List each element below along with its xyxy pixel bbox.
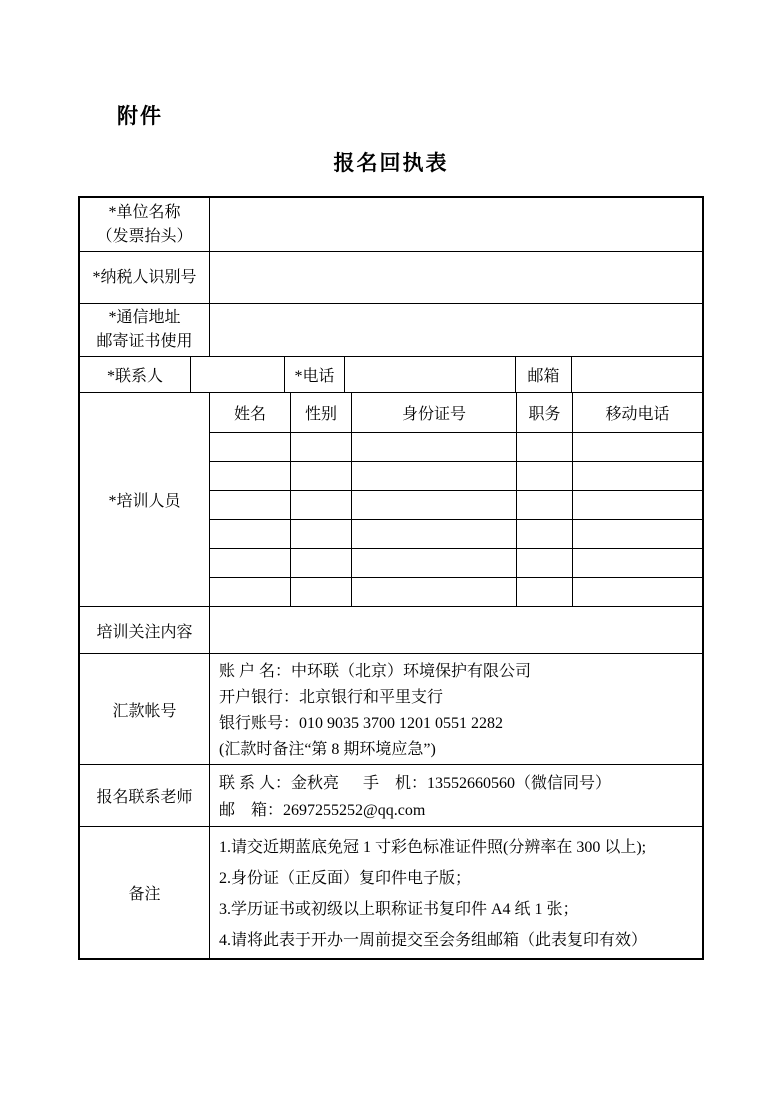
row-remittance (80, 654, 702, 765)
training-focus-value-cell (209, 607, 702, 653)
contact-teacher-label: 报名联系老师 (96, 789, 193, 806)
personnel-cell (516, 462, 572, 490)
personnel-empty-row (210, 433, 702, 462)
personnel-cell (516, 520, 572, 548)
page-title: 报名回执表 (333, 151, 449, 175)
contact-email-label: 邮箱 (515, 357, 571, 392)
personnel-col-id-number: 身份证号 (351, 393, 516, 432)
remarks-item-1: 1.请交近期蓝底免冠 1 寸彩色标准证件照(分辨率在 300 以上); (219, 839, 647, 856)
personnel-empty-row (210, 578, 702, 606)
row-training-focus (80, 607, 702, 654)
personnel-cell (572, 491, 702, 519)
address-label-line2: 邮寄证书使用 (96, 333, 193, 350)
teacher-email: 邮 箱：2697255252@qq.com (219, 802, 426, 819)
taxpayer-id-value-cell (209, 252, 702, 303)
personnel-cell (572, 549, 702, 577)
remarks-item-4: 4.请将此表于开办一周前提交至会务组邮箱（此表复印有效） (219, 932, 648, 949)
row-contact (80, 357, 702, 393)
registration-form-table (78, 196, 704, 960)
remittance-account-name: 账 户 名：中环联（北京）环境保护有限公司 (219, 663, 532, 680)
personnel-cell (351, 520, 516, 548)
unit-name-label-line1: *单位名称 (108, 203, 181, 221)
personnel-cell (516, 491, 572, 519)
personnel-cell (210, 578, 290, 606)
personnel-cell (572, 520, 702, 548)
personnel-empty-row (210, 462, 702, 491)
personnel-cell (290, 578, 351, 606)
remittance-note: (汇款时备注“第 8 期环境应急”) (219, 741, 436, 758)
contact-phone-label: *电话 (284, 357, 344, 392)
contact-email-value-cell (571, 357, 702, 392)
unit-name-label-line2: （发票抬头） (96, 227, 193, 245)
address-label (80, 304, 209, 356)
remittance-bank: 开户银行：北京银行和平里支行 (219, 689, 444, 706)
attachment-label: 附件 (117, 104, 163, 128)
row-unit-name (80, 198, 702, 252)
personnel-col-gender: 性别 (290, 393, 351, 432)
personnel-col-mobile: 移动电话 (572, 393, 702, 432)
personnel-cell (516, 549, 572, 577)
personnel-cell (572, 462, 702, 490)
personnel-empty-row (210, 491, 702, 520)
personnel-cell (516, 578, 572, 606)
personnel-cell (351, 433, 516, 461)
contact-value-cell (190, 357, 284, 392)
personnel-label: *培训人员 (108, 493, 181, 510)
personnel-cell (351, 491, 516, 519)
remarks-details (209, 827, 702, 958)
remarks-label: 备注 (128, 886, 161, 903)
row-taxpayer-id (80, 252, 702, 304)
teacher-name-phone: 联 系 人：金秋亮 手 机：13552660560（微信同号） (219, 775, 612, 792)
personnel-grid (209, 393, 702, 606)
personnel-cell (290, 433, 351, 461)
personnel-cell (351, 549, 516, 577)
address-value-cell (209, 304, 702, 356)
personnel-header-row (210, 393, 702, 433)
remittance-label: 汇款帐号 (112, 702, 177, 720)
contact-teacher-details (209, 765, 702, 826)
personnel-cell (290, 462, 351, 490)
personnel-cell (516, 433, 572, 461)
personnel-col-name: 姓名 (233, 406, 266, 423)
personnel-cell (210, 462, 290, 490)
remarks-item-3: 3.学历证书或初级以上职称证书复印件 A4 纸 1 张； (219, 901, 579, 918)
row-personnel (80, 393, 702, 607)
personnel-empty-row (210, 549, 702, 578)
taxpayer-id-label: *纳税人识别号 (92, 268, 197, 286)
remittance-account-number: 银行账号：010 9035 3700 1201 0551 2282 (219, 715, 504, 732)
personnel-empty-row (210, 520, 702, 549)
personnel-cell (572, 433, 702, 461)
personnel-cell (210, 491, 290, 519)
row-contact-teacher (80, 765, 702, 827)
row-address (80, 304, 702, 357)
personnel-cell (210, 549, 290, 577)
remarks-item-2: 2.身份证（正反面）复印件电子版； (219, 870, 472, 887)
unit-name-label (80, 198, 209, 251)
personnel-cell (210, 433, 290, 461)
row-remarks (80, 827, 702, 958)
personnel-col-duty: 职务 (516, 393, 572, 432)
training-focus-label: 培训关注内容 (96, 623, 193, 641)
personnel-cell (290, 491, 351, 519)
contact-phone-value-cell (344, 357, 515, 392)
personnel-cell (210, 520, 290, 548)
address-label-line1: *通信地址 (108, 309, 181, 326)
remittance-details (209, 654, 702, 764)
personnel-cell (290, 549, 351, 577)
personnel-cell (351, 578, 516, 606)
personnel-cell (290, 520, 351, 548)
unit-name-value-cell (209, 198, 702, 251)
contact-label: *联系人 (106, 368, 163, 385)
personnel-cell (351, 462, 516, 490)
personnel-cell (572, 578, 702, 606)
